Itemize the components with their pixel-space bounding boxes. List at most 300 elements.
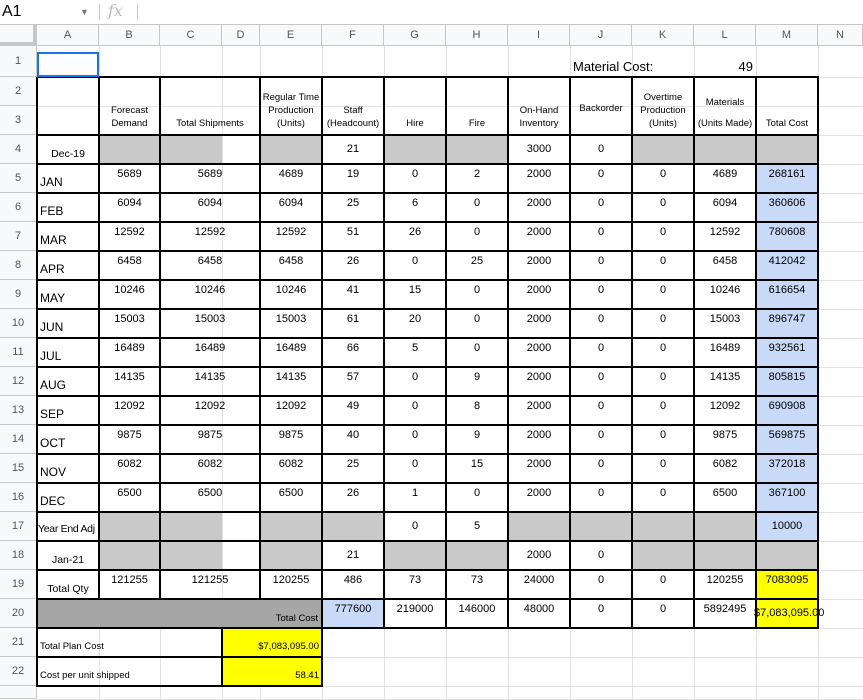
- cell-hire: 0: [411, 168, 419, 180]
- cell-on_hand: 2000: [526, 400, 552, 412]
- column-header-k[interactable]: K: [632, 25, 694, 46]
- cell-staff: 51: [346, 226, 360, 238]
- cell-on_hand: 2000: [526, 487, 552, 499]
- column-header-g[interactable]: G: [384, 25, 446, 46]
- cell-overtime: 0: [659, 371, 667, 383]
- cell-border: [37, 308, 819, 310]
- cell-regular: 6458: [278, 255, 304, 267]
- cell-staff: 49: [346, 400, 360, 412]
- header-regular-time: [260, 91, 322, 130]
- cell-total_cost: 367100: [768, 487, 806, 499]
- row-header-11[interactable]: 11: [0, 338, 37, 367]
- cell-overtime: 0: [659, 487, 667, 499]
- cell-border: [37, 453, 819, 455]
- cell-overtime: 0: [659, 342, 667, 354]
- cell-shipments: 10246: [194, 284, 226, 296]
- cell-border: [37, 424, 819, 426]
- cell-fire: 0: [473, 487, 481, 499]
- cell-forecast: 14135: [114, 371, 145, 383]
- cell-forecast: 6082: [117, 458, 142, 470]
- start-on-hand: 3000: [526, 143, 552, 155]
- cell-hire: 20: [408, 313, 422, 325]
- cell-border: [37, 395, 819, 397]
- cell-hire: 26: [408, 226, 422, 238]
- header-materials-line: (Units Made): [697, 118, 753, 129]
- row-header-12[interactable]: 12: [0, 367, 37, 396]
- cell-staff: 26: [346, 487, 360, 499]
- cell-total_cost: 932561: [768, 342, 806, 354]
- cell-total_cost: 372018: [768, 458, 806, 470]
- column-header-b[interactable]: B: [99, 25, 160, 46]
- cell-fire: 0: [473, 284, 481, 296]
- cell-backorder: 0: [597, 255, 605, 267]
- header-overtime-line: Overtime: [643, 92, 683, 103]
- header-regular-time-line: (Units): [277, 118, 305, 129]
- cell-staff: 25: [346, 458, 360, 470]
- row-header-7[interactable]: 7: [0, 222, 37, 251]
- cell-on_hand: 2000: [526, 255, 552, 267]
- cell-border: [98, 77, 100, 600]
- row-header-23[interactable]: [0, 686, 37, 699]
- row-header-2[interactable]: 2: [0, 77, 37, 106]
- cell-backorder: 0: [597, 284, 605, 296]
- column-header-e[interactable]: E: [260, 25, 322, 46]
- cell-regular: 4689: [278, 168, 304, 180]
- row-header-17[interactable]: 17: [0, 512, 37, 541]
- row-header-20[interactable]: 20: [0, 599, 37, 628]
- cell-on_hand: 2000: [526, 168, 552, 180]
- total-cost-overtime: 0: [659, 603, 667, 615]
- gray-cell: [446, 135, 508, 164]
- cell-border: [37, 511, 819, 513]
- header-on-hand-line: Inventory: [519, 118, 559, 129]
- cell-backorder: 0: [597, 168, 605, 180]
- cell-reference: A1: [2, 3, 22, 20]
- header-on-hand: [508, 104, 570, 130]
- cell-forecast: 12592: [114, 226, 145, 238]
- total-cost-hire: 219000: [396, 603, 434, 615]
- row-header-5[interactable]: 5: [0, 164, 37, 193]
- cell-backorder: 0: [597, 342, 605, 354]
- cell-total_cost: 569875: [768, 429, 806, 441]
- cell-overtime: 0: [659, 255, 667, 267]
- year-end-fire: 5: [473, 520, 481, 532]
- total-qty-regular: 120255: [272, 574, 310, 586]
- cell-materials: 10246: [709, 284, 741, 296]
- formula-bar: [0, 0, 863, 25]
- cell-materials: 15003: [709, 313, 741, 325]
- cell-total_cost: 690908: [768, 400, 806, 412]
- cell-materials: 4689: [712, 168, 738, 180]
- total-cost-backorder: 0: [597, 603, 605, 615]
- total-cost-label: Total Cost: [275, 613, 318, 624]
- gray-cell: [570, 512, 632, 541]
- row-header-1[interactable]: 1: [0, 46, 37, 77]
- total-qty-hire: 73: [408, 574, 422, 586]
- cell-regular: 15003: [275, 313, 307, 325]
- cell-total_cost: 805815: [768, 371, 806, 383]
- row-header-13[interactable]: 13: [0, 396, 37, 425]
- gray-cell: [632, 541, 694, 570]
- gray-cell: [384, 541, 446, 570]
- gray-cell: [632, 135, 694, 164]
- header-materials-line: Materials: [705, 97, 745, 108]
- header-backorder: Backorder: [579, 103, 623, 114]
- gray-cell: [446, 541, 508, 570]
- row-header-3[interactable]: 3: [0, 106, 37, 135]
- row-header-10[interactable]: 10: [0, 309, 37, 338]
- column-header-j[interactable]: J: [570, 25, 632, 46]
- cell-on_hand: 2000: [526, 313, 552, 325]
- cell-backorder: 0: [597, 458, 605, 470]
- column-header-d[interactable]: D: [222, 25, 260, 46]
- cell-forecast: 5689: [117, 168, 142, 180]
- cell-border: [37, 366, 819, 368]
- cell-hire: 5: [411, 342, 419, 354]
- row-header-19[interactable]: 19: [0, 570, 37, 599]
- cell-fire: 9: [473, 371, 481, 383]
- cell-border: [37, 598, 819, 600]
- end-backorder: 0: [597, 549, 605, 561]
- header-staff-line: (Headcount): [326, 118, 380, 129]
- gray-cell: [260, 541, 322, 570]
- column-header-l[interactable]: L: [694, 25, 756, 46]
- header-materials: [694, 96, 756, 130]
- cell-regular: 6094: [278, 197, 304, 209]
- cell-total_cost: 360606: [768, 197, 806, 209]
- cell-forecast: 10246: [114, 284, 145, 296]
- chevron-down-icon[interactable]: ▼: [80, 7, 89, 17]
- total-cost-staff: 777600: [334, 603, 372, 615]
- gray-cell: [694, 541, 756, 570]
- total-cost-materials: 5892495: [703, 603, 747, 615]
- total-qty-overtime: 0: [659, 574, 667, 586]
- cell-shipments: 6458: [197, 255, 223, 267]
- month-label: OCT: [40, 436, 66, 450]
- gray-cell: [384, 135, 446, 164]
- cell-total_cost: 896747: [768, 313, 806, 325]
- column-header-n[interactable]: N: [818, 25, 863, 46]
- cell-on_hand: 2000: [526, 197, 552, 209]
- cell-backorder: 0: [597, 487, 605, 499]
- year-end-total-cost: 10000: [771, 520, 803, 532]
- cell-fire: 0: [473, 313, 481, 325]
- cell-overtime: 0: [659, 168, 667, 180]
- row-header-22[interactable]: 22: [0, 657, 37, 686]
- end-staff: 21: [346, 549, 360, 561]
- cell-shipments: 16489: [194, 342, 226, 354]
- cell-backorder: 0: [597, 371, 605, 383]
- selected-cell-a1[interactable]: [37, 52, 99, 77]
- total-qty-total_cost: 7083095: [765, 574, 809, 586]
- header-hire: Hire: [406, 118, 424, 129]
- cell-materials: 9875: [712, 429, 738, 441]
- cell-on_hand: 2000: [526, 371, 552, 383]
- cell-materials: 12592: [709, 226, 741, 238]
- cell-forecast: 6500: [117, 487, 142, 499]
- month-label: SEP: [40, 407, 65, 421]
- cell-forecast: 16489: [114, 342, 145, 354]
- total-cost-fire: 146000: [458, 603, 496, 615]
- cell-forecast: 9875: [117, 429, 142, 441]
- cell-regular: 6500: [278, 487, 304, 499]
- cell-total_cost: 268161: [768, 168, 806, 180]
- total-qty-on_hand: 24000: [523, 574, 555, 586]
- cell-shipments: 12092: [194, 400, 226, 412]
- cell-hire: 0: [411, 371, 419, 383]
- cell-staff: 41: [346, 284, 360, 296]
- cell-forecast: 15003: [114, 313, 145, 325]
- total-qty-fire: 73: [470, 574, 484, 586]
- header-overtime-line: (Units): [649, 118, 677, 129]
- cell-border: [321, 599, 323, 629]
- cell-total_cost: 780608: [768, 226, 806, 238]
- row-header-16[interactable]: 16: [0, 483, 37, 512]
- cell-on_hand: 2000: [526, 458, 552, 470]
- row-header-8[interactable]: 8: [0, 251, 37, 280]
- cell-border: [631, 77, 633, 629]
- per-unit-label: Cost per unit shipped: [40, 670, 130, 681]
- cell-overtime: 0: [659, 458, 667, 470]
- cell-border: [37, 279, 819, 281]
- column-header-f[interactable]: F: [322, 25, 384, 46]
- gray-cell: [756, 135, 818, 164]
- cell-border: [693, 77, 695, 629]
- row-header-15[interactable]: 15: [0, 454, 37, 483]
- cell-fire: 0: [473, 226, 481, 238]
- column-header-a[interactable]: A: [37, 25, 99, 46]
- per-unit-value: 58.41: [295, 670, 319, 681]
- cell-regular: 14135: [275, 371, 307, 383]
- row-header-6[interactable]: 6: [0, 193, 37, 222]
- month-label: MAR: [40, 233, 67, 247]
- gray-cell: [322, 512, 384, 541]
- gray-cell: [694, 135, 756, 164]
- cell-overtime: 0: [659, 313, 667, 325]
- cell-regular: 9875: [278, 429, 304, 441]
- gray-cell: [756, 541, 818, 570]
- cell-regular: 16489: [275, 342, 307, 354]
- cell-fire: 15: [470, 458, 484, 470]
- cell-overtime: 0: [659, 429, 667, 441]
- cell-shipments: 6094: [197, 197, 223, 209]
- cell-border: [37, 192, 819, 194]
- cell-border: [99, 76, 819, 78]
- row-header-4[interactable]: 4: [0, 135, 37, 164]
- cell-fire: 2: [473, 168, 481, 180]
- header-overtime: [632, 91, 694, 130]
- total-qty-staff: 486: [343, 574, 363, 586]
- cell-border: [37, 134, 819, 136]
- cell-border: [37, 656, 323, 658]
- cell-on_hand: 2000: [526, 342, 552, 354]
- cell-materials: 14135: [709, 371, 741, 383]
- cell-overtime: 0: [659, 226, 667, 238]
- cell-border: [569, 77, 571, 629]
- cell-border: [37, 685, 323, 687]
- month-label: APR: [40, 262, 65, 276]
- cell-shipments: 15003: [194, 313, 226, 325]
- cell-backorder: 0: [597, 197, 605, 209]
- total-qty-forecast: 121255: [111, 574, 148, 586]
- cell-regular: 6082: [278, 458, 304, 470]
- year-end-label: Year End Adj: [38, 523, 95, 535]
- total-cost-grand: $7,083,095.00: [754, 607, 825, 619]
- cell-shipments: 6082: [197, 458, 223, 470]
- cell-fire: 8: [473, 400, 481, 412]
- cell-border: [37, 337, 819, 339]
- row-header-14[interactable]: 14: [0, 425, 37, 454]
- divider: [137, 4, 138, 20]
- header-staff: [322, 104, 384, 130]
- material-cost-label: Material Cost:: [573, 59, 654, 74]
- cell-hire: 0: [411, 255, 419, 267]
- total-qty-label: Total Qty: [47, 583, 89, 595]
- end-label: Jan-21: [51, 554, 85, 566]
- cell-on_hand: 2000: [526, 429, 552, 441]
- gray-cell: [694, 512, 756, 541]
- cell-staff: 66: [346, 342, 360, 354]
- cell-forecast: 6458: [117, 255, 142, 267]
- month-label: DEC: [40, 494, 66, 508]
- cell-total_cost: 616654: [768, 284, 806, 296]
- cell-border: [445, 77, 447, 629]
- month-label: MAY: [40, 291, 66, 305]
- cell-total_cost: 412042: [768, 255, 806, 267]
- total-qty-shipments: 121255: [191, 574, 229, 586]
- cell-shipments: 14135: [194, 371, 226, 383]
- column-header-h[interactable]: H: [446, 25, 508, 46]
- header-forecast-demand-line: Forecast: [111, 105, 148, 116]
- cell-border: [37, 540, 819, 542]
- cell-border: [817, 77, 819, 629]
- cell-border: [259, 77, 261, 600]
- cell-materials: 6500: [712, 487, 738, 499]
- cell-regular: 12092: [275, 400, 307, 412]
- cell-fire: 0: [473, 197, 481, 209]
- header-fire: Fire: [468, 118, 486, 129]
- month-label: NOV: [40, 465, 67, 479]
- cell-hire: 0: [411, 400, 419, 412]
- cell-forecast: 6094: [117, 197, 142, 209]
- cell-overtime: 0: [659, 197, 667, 209]
- cell-staff: 19: [346, 168, 360, 180]
- cell-materials: 6082: [712, 458, 738, 470]
- cell-border: [321, 77, 323, 600]
- cell-hire: 15: [408, 284, 422, 296]
- plan-cost-label: Total Plan Cost: [40, 641, 104, 652]
- header-staff-line: Staff: [343, 105, 363, 116]
- cell-fire: 0: [473, 342, 481, 354]
- header-total-shipments: Total Shipments: [176, 118, 244, 129]
- month-label: JAN: [40, 175, 63, 189]
- fx-icon: fx: [108, 1, 123, 20]
- header-overtime-line: Production: [640, 105, 686, 116]
- gray-cell: [632, 512, 694, 541]
- cell-border: [37, 221, 819, 223]
- cell-shipments: 6500: [197, 487, 223, 499]
- cell-border: [507, 77, 509, 629]
- cell-materials: 12092: [709, 400, 741, 412]
- cell-border: [37, 163, 819, 165]
- column-header-c[interactable]: C: [160, 25, 222, 46]
- total-qty-backorder: 0: [597, 574, 605, 586]
- cell-backorder: 0: [597, 429, 605, 441]
- cell-forecast: 12092: [114, 400, 145, 412]
- cell-border: [37, 250, 819, 252]
- material-cost-value: 49: [738, 59, 753, 74]
- row-header-9[interactable]: 9: [0, 280, 37, 309]
- gray-cell: [508, 512, 570, 541]
- header-total-cost: Total Cost: [765, 118, 809, 129]
- header-regular-time-line: Regular Time: [262, 92, 320, 103]
- formula-input[interactable]: [142, 2, 857, 22]
- cell-staff: 57: [346, 371, 360, 383]
- cell-fire: 9: [473, 429, 481, 441]
- cell-materials: 6458: [712, 255, 738, 267]
- row-header-18[interactable]: 18: [0, 541, 37, 570]
- cell-staff: 61: [346, 313, 360, 325]
- cell-backorder: 0: [597, 400, 605, 412]
- cell-border: [37, 482, 819, 484]
- divider: [99, 4, 100, 20]
- total-qty-materials: 120255: [706, 574, 744, 586]
- cell-staff: 40: [346, 429, 360, 441]
- cell-on_hand: 2000: [526, 226, 552, 238]
- end-on-hand: 2000: [526, 549, 552, 561]
- total-cost-on_hand: 48000: [523, 603, 555, 615]
- select-all-corner[interactable]: [0, 25, 37, 46]
- cell-border: [159, 77, 161, 600]
- cell-shipments: 12592: [194, 226, 226, 238]
- cell-border: [36, 77, 38, 629]
- cell-materials: 6094: [712, 197, 738, 209]
- header-regular-time-line: Production: [268, 105, 314, 116]
- cell-overtime: 0: [659, 284, 667, 296]
- cell-hire: 1: [411, 487, 419, 499]
- cell-border: [37, 569, 819, 571]
- cell-backorder: 0: [597, 226, 605, 238]
- year-end-hire: 0: [411, 520, 419, 532]
- cell-border: [36, 628, 38, 687]
- header-on-hand-line: On-Hand: [519, 105, 559, 116]
- row-header-21[interactable]: 21: [0, 628, 37, 657]
- name-box[interactable]: [2, 2, 94, 22]
- plan-cost-value: $7,083,095.00: [258, 641, 319, 652]
- cell-hire: 0: [411, 458, 419, 470]
- gray-cell: [260, 512, 322, 541]
- month-label: JUN: [40, 320, 64, 334]
- cell-hire: 0: [411, 429, 419, 441]
- header-forecast-demand: [99, 104, 160, 130]
- cell-materials: 16489: [709, 342, 741, 354]
- start-backorder: 0: [597, 143, 605, 155]
- column-header-i[interactable]: I: [508, 25, 570, 46]
- month-label: AUG: [40, 378, 67, 392]
- cell-border: [755, 77, 757, 629]
- start-staff: 21: [346, 143, 360, 155]
- cell-hire: 6: [411, 197, 419, 209]
- cell-regular: 10246: [275, 284, 307, 296]
- month-label: JUL: [40, 349, 62, 363]
- cell-on_hand: 2000: [526, 284, 552, 296]
- cell-border: [221, 628, 223, 687]
- cell-shipments: 5689: [197, 168, 223, 180]
- cell-fire: 25: [470, 255, 484, 267]
- column-header-m[interactable]: M: [756, 25, 818, 46]
- cell-shipments: 9875: [197, 429, 223, 441]
- cell-border: [37, 627, 323, 629]
